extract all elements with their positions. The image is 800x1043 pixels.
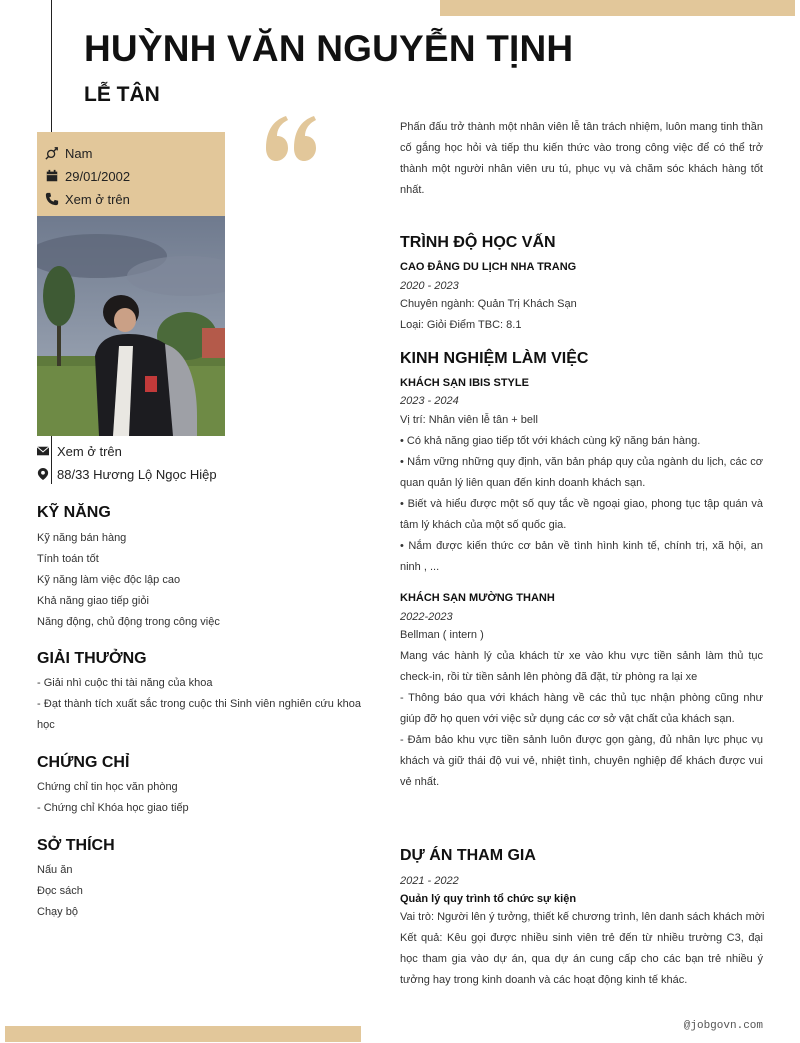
skills-list [37,528,361,633]
job-position: Vị trí: Nhân viên lễ tân + bell [400,414,538,426]
project-details [400,907,763,991]
awards-list [37,673,361,736]
list-item: Tính toán tốt [37,553,99,565]
project-name: Quản lý quy trình tổ chức sự kiện [400,893,577,905]
projects-heading: DỰ ÁN THAM GIA [400,847,536,864]
job-period: 2023 - 2024 [400,395,459,407]
email-text: Xem ở trên [57,443,122,459]
project-result: Kết quả: Kêu gọi được nhiều sinh viên trẻ đến từ nhiều trường C3, đại học tham gia vào dự án, qua dự án cung cấp cho các bạn trẻ nhiều ý tưởng hay trong kinh doanh và các hoạt động kinh tế khác. [400,932,763,986]
list-item: Chạy bộ [37,906,78,918]
list-item: - Chứng chỉ Khóa học giao tiếp [37,802,189,814]
profile-photo [37,216,225,436]
email-icon [37,445,49,457]
phone-icon [45,192,59,206]
list-item: Năng động, chủ động trong công việc [37,616,220,628]
phone-text: Xem ở trên [65,191,130,207]
calendar-icon [45,169,59,183]
job-position: Bellman ( intern ) [400,629,484,641]
birthdate-row [45,166,130,186]
list-item: - Đảm bảo khu vực tiền sảnh luôn được gọn gàng, đủ nhân lực phục vụ khách và giữ thái độ vui vẻ, nhiệt tình, chuyên nghiệp để khách được vui vẻ nhất. [400,734,763,788]
education-heading: TRÌNH ĐỘ HỌC VẤN [400,234,556,251]
list-item: Đọc sách [37,885,83,897]
list-item: Chứng chỉ tin học văn phòng [37,781,178,793]
job-details [400,410,763,578]
list-item: • Có khả năng giao tiếp tốt với khách cùng kỹ năng bán hàng. [400,435,701,447]
education-major: Chuyên ngành: Quản Trị Khách Sạn [400,298,577,310]
list-item: • Nắm vững những quy định, văn bản pháp quy của ngành du lịch, các cơ quan quản lý liên quan đến kinh doanh khách sạn. [400,456,763,489]
skills-heading: KỸ NĂNG [37,504,111,521]
education-period: 2020 - 2023 [400,280,459,292]
top-accent-bar [440,0,795,16]
gender-icon [45,146,59,160]
awards-heading: GIẢI THƯỞNG [37,650,147,667]
candidate-name: HUỲNH VĂN NGUYỄN TỊNH [84,28,574,69]
location-icon [37,468,49,480]
certificates-heading: CHỨNG CHỈ [37,754,130,771]
vertical-divider-top [51,0,52,132]
job-period: 2022-2023 [400,611,453,623]
bottom-accent-bar [5,1026,361,1042]
list-item: Khả năng giao tiếp giỏi [37,595,149,607]
hobbies-list [37,860,361,923]
list-item: Mang vác hành lý của khách từ xe vào khu vực tiền sảnh làm thủ tục check-in, rồi từ tiền sảnh lên phòng đã đặt, từ phòng ra lại xe [400,650,763,683]
list-item: - Đạt thành tích xuất sắc trong cuộc thi Sinh viên nghiên cứu khoa học [37,698,361,731]
address-row [37,464,217,484]
certificates-list [37,777,361,819]
job-company: KHÁCH SẠN IBIS STYLE [400,377,529,389]
education-school: CAO ĐẲNG DU LỊCH NHA TRANG [400,261,577,273]
project-period: 2021 - 2022 [400,875,459,887]
job-company: KHÁCH SẠN MƯỜNG THANH [400,592,555,604]
address-text: 88/33 Hương Lộ Ngọc Hiệp [57,466,217,482]
hobbies-heading: SỞ THÍCH [37,837,115,854]
experience-heading: KINH NGHIỆM LÀM VIỆC [400,350,589,367]
birthdate-text: 29/01/2002 [65,168,131,184]
job-details [400,625,763,793]
list-item: • Nắm được kiến thức cơ bản về tình hình kinh tế, chính trị, xã hội, an ninh , ... [400,540,763,573]
quote-icon [262,108,322,178]
career-objective: Phấn đấu trở thành một nhân viên lễ tân trách nhiệm, luôn mang tinh thần cố gắng học hỏi và tiếp thu kiến thức vào trong công việc để có thể trở thành một người nhân viên ưu tú, phục vụ và chăm sóc khách hàng tốt nhất. [400,121,763,196]
project-role: Vai trò: Người lên ý tưởng, thiết kế chương trình, lên danh sách khách mời [400,911,765,923]
list-item: - Giải nhì cuộc thi tài năng của khoa [37,677,213,689]
footer-watermark: @jobgovn.com [683,1020,763,1032]
list-item: Nấu ăn [37,864,73,876]
list-item: • Biết và hiểu được một số quy tắc về ngoại giao, phong tục tập quán và tâm lý khách của một số quốc gia. [400,498,763,531]
personal-info-box [37,132,225,216]
list-item: Kỹ năng bán hàng [37,532,127,544]
candidate-role: LỄ TÂN [84,83,160,106]
gender-row [45,143,92,163]
list-item: - Thông báo qua với khách hàng về các thủ tục nhận phòng cũng như giúp đỡ họ quen với việc sử dụng các cơ sở vật chất của khách sạn. [400,692,763,725]
email-row [37,441,122,461]
phone-row [45,189,130,209]
education-grade: Loại: Giỏi Điểm TBC: 8.1 [400,319,522,331]
list-item: Kỹ năng làm việc độc lập cao [37,574,181,586]
gender-text: Nam [65,145,93,161]
